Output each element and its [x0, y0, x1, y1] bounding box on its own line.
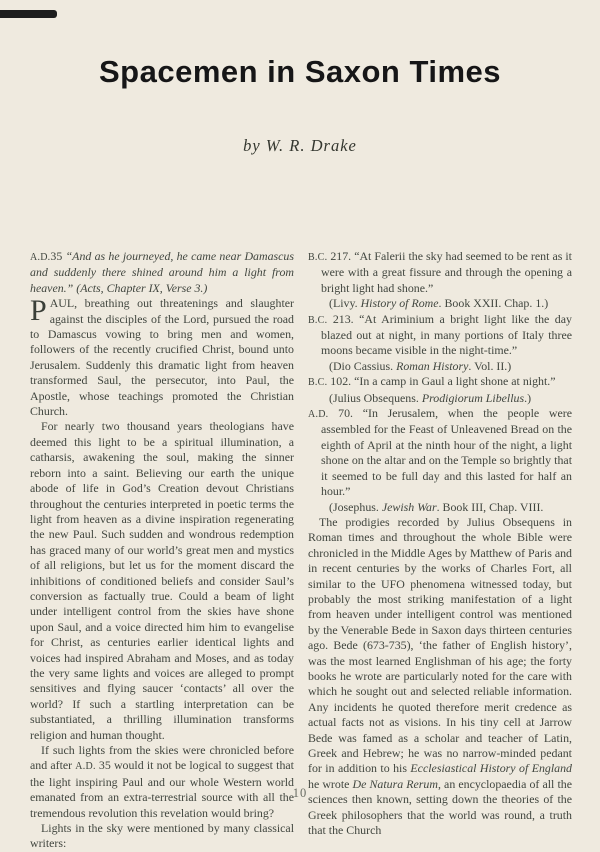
citation-title: History of Rome: [360, 296, 439, 311]
quote-text: [308, 249, 572, 296]
year-label: 102.: [330, 374, 352, 389]
classical-quote-entry: [308, 374, 572, 406]
quote-body: “In a camp in Gaul a light shone at night.”: [354, 374, 556, 389]
era-label: A.D.: [308, 409, 329, 421]
citation-title: Prodigiorum Libellus: [421, 390, 525, 405]
era-label: A.D.: [75, 761, 96, 773]
epigraph-quote: “And as he journeyed, he came near Damascus and suddenly there shined around him a light from heaven.”: [30, 249, 294, 295]
drop-cap: P: [30, 294, 47, 328]
book-title-de-natura-rerum: De Natura Rerum: [352, 776, 438, 791]
quote-text: [308, 406, 572, 499]
quote-body: “In Jerusalem, when the people were assembled for the Feast of Unleavened Bread on the eighth of April at the ninth hour of the night, a light shone on the altar and on the Temple so brightly that it seemed to be full day and this lasted for half an hour.”: [321, 406, 572, 499]
year-label: 217.: [330, 249, 352, 263]
citation-post: . Book III, Chap. VIII.: [436, 499, 544, 514]
paragraph-chronicle: [30, 743, 294, 821]
quote-body: “At Ariminium a bright light like the day blazed out at night, in many portions of Italy three moons became visible in the night-time.”: [321, 311, 572, 358]
classical-quote-entry: [308, 312, 572, 375]
epigraph: [30, 249, 294, 296]
byline: by W. R. Drake: [243, 136, 357, 155]
year-label: 70.: [338, 406, 353, 421]
quote-body: “At Falerii the sky had seemed to be rent as it were with a great fissure and through the opening a bright light had shone.”: [321, 249, 572, 295]
chronicle-after: 35 would it not be logical to suggest that the light inspiring Paul and our whole Western world emanated from an extra-terrestrial source with all the tremendous revolution this revelation would bring?: [30, 758, 294, 820]
chronicle-before: If such lights from the skies were chronicled before and after: [30, 743, 294, 773]
citation: [308, 500, 572, 515]
citation-post: .): [524, 390, 532, 405]
era-label: B.C.: [308, 314, 328, 326]
citation-title: Jewish War: [381, 499, 437, 514]
classical-quote-entry: [308, 249, 572, 312]
text-columns: [30, 249, 572, 852]
citation-pre: (Dio Cassius.: [329, 358, 397, 373]
page-title: Spacemen in Saxon Times: [98, 54, 502, 89]
citation-pre: (Julius Obsequens.: [329, 390, 422, 405]
epigraph-citation: (Acts, Chapter IX, Verse 3.): [76, 280, 208, 295]
scan-artifact: [0, 10, 57, 18]
quote-text: [308, 312, 572, 359]
book-title-ecclesiastical-history: Ecclesiastical History of England: [410, 761, 572, 776]
paragraph-paul: [30, 296, 294, 419]
epigraph-year: 35: [50, 249, 63, 263]
citation: [308, 296, 572, 311]
page-number: 10: [292, 786, 308, 800]
bede-text-1: The prodigies recorded by Julius Obsequens in Roman times and throughout the whole Bible were chronicled in the Middle Ages by Matthew of Paris and in recent centuries by the works of Charles Fort, all similar to the UFO phenomena witnessed today, but probably the most striking manifestation of a light from heaven under intelligent control was mentioned by the Venerable Bede in Saxon days thirteen centuries ago. Bede (673-735), ‘the father of English history’, was the most learned Englishman of his age; the forty books he wrote are particularly noted for the care with which he sought out and selected reliable information. Any incidents he quoted therefore merit credence as actual facts not as visions. In his tiny cell at Jarrow Bede was famed as a scholar and teacher of Latin, Greek and Hebrew; he was no narrow-minded pedant for in addition to his: [308, 514, 572, 776]
citation-pre: (Livy.: [329, 296, 361, 311]
left-column: [30, 249, 294, 852]
classical-quote-entry: [308, 406, 572, 515]
citation-pre: (Josephus.: [329, 499, 382, 514]
bede-text-3: , an encyclopaedia of all the sciences then known, setting down the theories of the Greek philosophers that the world was round, a truth that the Church: [308, 776, 572, 838]
citation: [308, 391, 572, 406]
paragraph-paul-text: AUL, breathing out threatenings and slaughter against the disciples of the Lord, pursued the road to Damascus vowing to bring men and women, followers of the recently crucified Christ, bound unto Jerusalem. Suddenly this dramatic light from heaven transformed Saul, the persecutor, into Paul, the Apostle, whose teachings promoted the Christian Church.: [30, 296, 294, 419]
citation: [308, 359, 572, 374]
bede-text-2: he wrote: [308, 776, 353, 791]
era-label: A.D.: [30, 252, 51, 263]
era-label: B.C.: [308, 377, 328, 389]
year-label: 213.: [332, 311, 354, 326]
paragraph-theologians: For nearly two thousand years theologians have deemed this light to be a spiritual illumination, a catharsis, awakening the soul, making the sinner reborn into a saint. Believing our earth the unique abode of life in God’s Creation devout Christians throughout the centuries interpreted in poetic terms the light from heaven as a divine inspiration regenerating the new Paul. Such sudden and wondrous redemption has graced many of our world’s great men and mystics of all religions, but let us for the moment discard the inhibitions of conditioned beliefs and consider Saul’s conversion as factually true. Could a beam of light under intelligent control from the skies have shone upon Saul, and a voice directed him him to evangelise for Christ, as centuries earlier identical lights and voices had inspired Abraham and Moses, and as today the very same lights and voices are alleged to prompt sensitives and flying saucer ‘contacts’ all over the world? If such a startling interpretation can be substantiated, a thrilling illumination transforms religion and human thought.: [30, 419, 294, 742]
citation-title: Roman History: [396, 358, 469, 373]
right-column: [308, 249, 572, 852]
era-label: B.C.: [308, 252, 328, 263]
paragraph-lights: Lights in the sky were mentioned by many classical writers:: [30, 821, 294, 851]
citation-post: . Book XXII. Chap. 1.): [438, 296, 549, 311]
quote-text: [308, 374, 572, 390]
citation-post: . Vol. II.): [468, 358, 512, 373]
